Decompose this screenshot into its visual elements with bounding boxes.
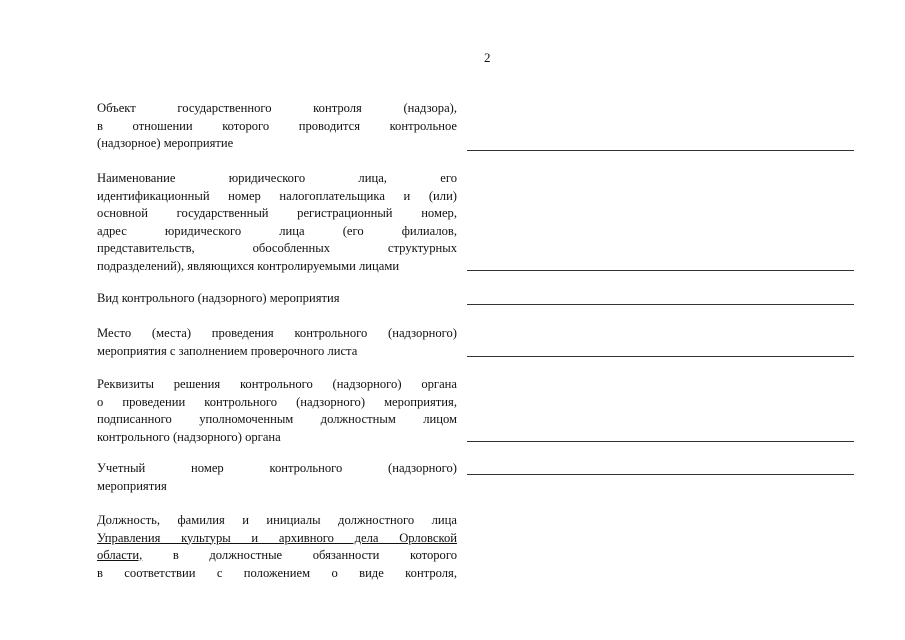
answer-line-event-type[interactable] (467, 304, 854, 305)
label-line-underlined: Управления культуры и архивного дела Орловской (97, 530, 457, 545)
field-official (97, 512, 457, 582)
label-line: Учетный номер контрольного (надзорного) (97, 461, 457, 475)
answer-line-object-of-control[interactable] (467, 150, 854, 151)
field-label (97, 170, 457, 275)
label-line: о проведении контрольного (надзорного) мероприятия, (97, 394, 457, 409)
label-underlined-fragment: области, (97, 548, 143, 562)
label-line: подписанного уполномоченным должностным лицом (97, 412, 457, 426)
field-event-place (97, 325, 457, 360)
label-line: (надзорное) мероприятие (97, 136, 234, 150)
label-line: Должность, фамилия и инициалы должностного лица (97, 513, 457, 527)
field-label (97, 512, 457, 582)
label-line: Наименование юридического лица, его (97, 171, 457, 185)
label-line: мероприятия (97, 478, 167, 493)
field-label (97, 290, 457, 308)
field-decision-details (97, 376, 457, 446)
field-label (97, 460, 457, 495)
label-line: Вид контрольного (надзорного) мероприятия (97, 291, 340, 305)
field-label (97, 376, 457, 446)
label-line: мероприятия с заполнением проверочного листа (97, 343, 358, 358)
field-label (97, 325, 457, 360)
answer-line-event-place[interactable] (467, 356, 854, 357)
label-line: основной государственный регистрационный номер, (97, 206, 457, 220)
label-line: адрес юридического лица (его филиалов, (97, 223, 457, 238)
field-object-of-control (97, 100, 457, 153)
answer-line-legal-entity[interactable] (467, 270, 854, 271)
label-line-mixed (97, 547, 457, 565)
label-fragment: в должностные обязанности которого (142, 548, 457, 562)
field-label (97, 100, 457, 153)
answer-line-registration-number[interactable] (467, 474, 854, 475)
page-number: 2 (484, 50, 491, 65)
field-event-type (97, 290, 457, 308)
label-line: в соответствии с положением о виде контроля, (97, 565, 457, 580)
label-line: подразделений), являющихся контролируемыми лицами (97, 258, 400, 273)
label-line: Место (места) проведения контрольного (надзорного) (97, 326, 457, 340)
field-legal-entity (97, 170, 457, 275)
label-line: Реквизиты решения контрольного (надзорного) органа (97, 377, 457, 391)
label-line: представительств, обособленных структурных (97, 241, 457, 255)
label-line: Объект государственного контроля (надзора), (97, 101, 457, 115)
label-line: идентификационный номер налогоплательщика и (или) (97, 188, 457, 203)
field-registration-number (97, 460, 457, 495)
answer-line-decision-details[interactable] (467, 441, 854, 442)
label-line: контрольного (надзорного) органа (97, 429, 281, 444)
label-line: в отношении которого проводится контрольное (97, 118, 457, 133)
